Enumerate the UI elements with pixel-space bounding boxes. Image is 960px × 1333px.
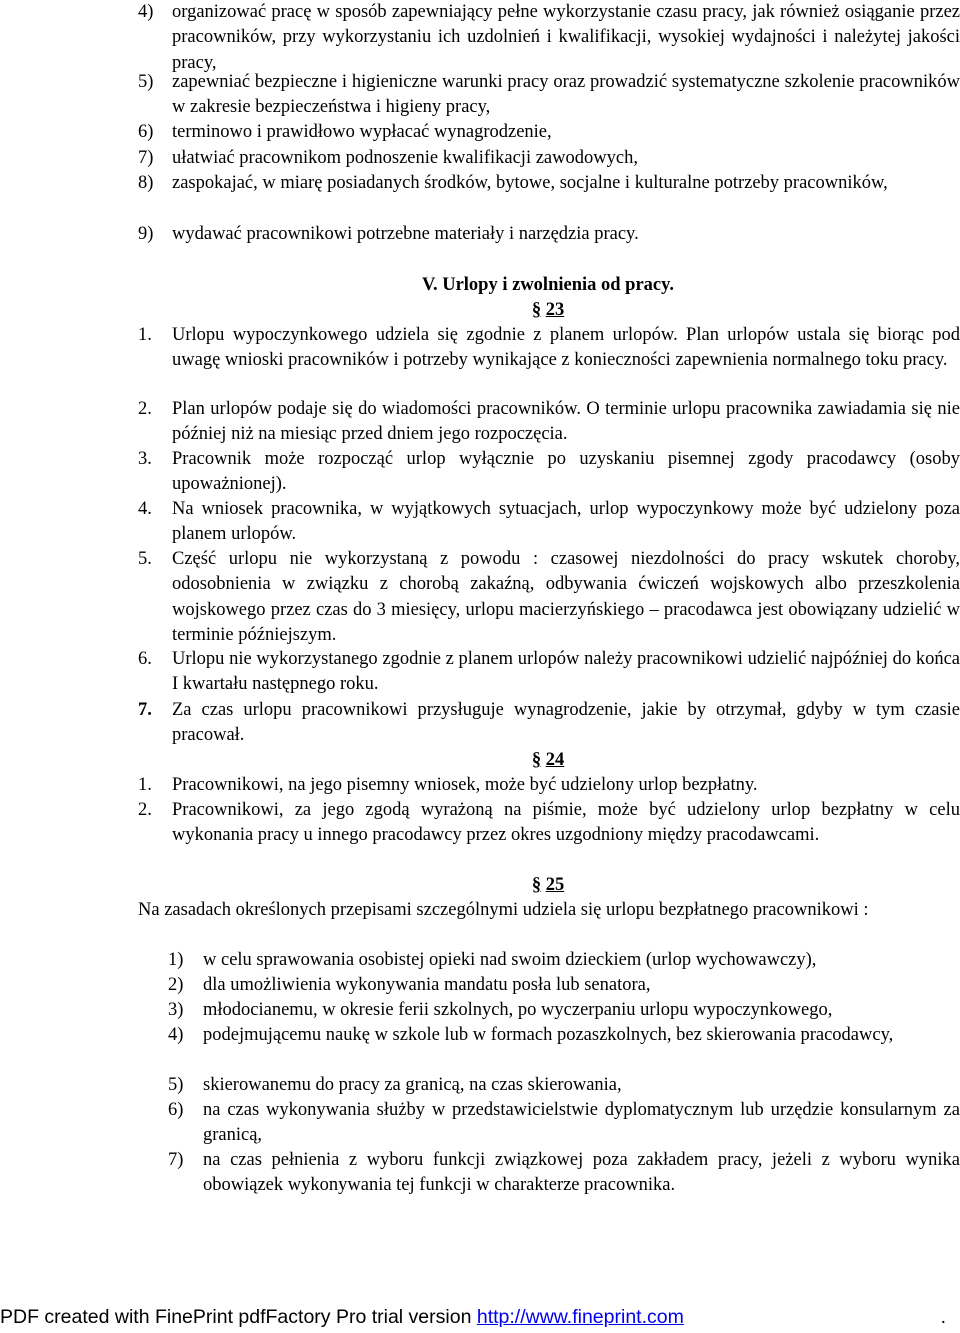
item-text: Na wniosek pracownika, w wyjątkowych sytuacjach, urlop wypoczynkowy może być udzielony poza planem urlopów. <box>172 499 960 545</box>
list-item <box>168 973 960 998</box>
item-text: podejmującemu naukę w szkole lub w formach pozaszkolnych, bez skierowania pracodawcy, <box>203 1025 894 1045</box>
section-24-heading <box>0 748 960 773</box>
section-symbol: § <box>531 300 542 320</box>
item-text: Pracownik może rozpocząć urlop wyłącznie po uzyskaniu pisemnej zgody pracodawcy (osoby upoważnionej). <box>172 449 960 495</box>
section-number: 24 <box>545 750 565 770</box>
item-text: Za czas urlopu pracownikowi przysługuje wynagrodzenie, jakie by otrzymał, gdyby w tym czasie pracował. <box>172 700 960 746</box>
list-item <box>138 0 960 76</box>
section-23-heading <box>0 298 960 323</box>
list-item <box>168 1023 960 1048</box>
item-text: na czas wykonywania służby w przedstawicielstwie dyplomatycznym lub urzędzie konsularnym za granicą, <box>203 1100 960 1146</box>
list-item <box>168 998 960 1023</box>
item-text: na czas pełnienia z wyboru funkcji związkowej poza zakładem pracy, jeżeli z wyboru wynika obowiązek wykonywania tej funkcji w charakterze pracownika. <box>203 1150 960 1196</box>
item-number: 8) <box>138 173 154 193</box>
section-symbol: § <box>531 750 542 770</box>
list-item <box>138 798 960 849</box>
item-number: 7) <box>168 1150 184 1170</box>
item-number: 2. <box>138 800 152 820</box>
list-item <box>138 698 960 749</box>
item-text: w celu sprawowania osobistej opieki nad swoim dzieckiem (urlop wychowawczy), <box>203 950 817 970</box>
list-item <box>138 70 960 121</box>
footer-link[interactable]: http://www.fineprint.com <box>476 1306 684 1328</box>
item-text: terminowo i prawidłowo wypłacać wynagrodzenie, <box>172 122 552 142</box>
list-item <box>138 222 960 247</box>
item-number: 4) <box>138 2 154 22</box>
pdf-footer <box>0 1306 960 1333</box>
item-number: 2. <box>138 399 152 419</box>
list-item <box>138 647 960 698</box>
item-text: ułatwiać pracownikom podnoszenie kwalifikacji zawodowych, <box>172 148 638 168</box>
list-item <box>138 171 960 196</box>
item-text: organizować pracę w sposób zapewniający pełne wykorzystanie czasu pracy, jak również osiąganie przez pracowników, przy wykorzystaniu ich uzdolnień i kwalifikacji, wysokiej wydajności i należytej jakości pracy, <box>172 2 960 73</box>
chapter-heading: V. Urlopy i zwolnienia od pracy. <box>422 275 674 295</box>
item-number: 9) <box>138 224 154 244</box>
item-text: Pracownikowi, za jego zgodą wyrażoną na piśmie, może być udzielony urlop bezpłatny w celu wykonania pracy u innego pracodawcy przez okres uzgodniony między pracodawcami. <box>172 800 960 846</box>
item-text: młodocianemu, w okresie ferii szkolnych, po wyczerpaniu urlopu wypoczynkowego, <box>203 1000 833 1020</box>
list-item <box>168 1148 960 1199</box>
list-item <box>138 120 960 145</box>
list-item <box>138 547 960 648</box>
item-text: Urlopu wypoczynkowego udziela się zgodnie z planem urlopów. Plan urlopów ustala się biorąc pod uwagę wnioski pracowników i potrzeby wynikające z konieczności zapewnienia normalnego toku pracy. <box>172 325 960 371</box>
item-number: 1. <box>138 325 152 345</box>
list-item <box>168 1098 960 1149</box>
list-item <box>168 1073 960 1098</box>
item-text: Pracownikowi, na jego pisemny wniosek, może być udzielony urlop bezpłatny. <box>172 775 758 795</box>
item-text: wydawać pracownikowi potrzebne materiały i narzędzia pracy. <box>172 224 639 244</box>
item-number: 4) <box>168 1025 184 1045</box>
section-symbol: § <box>531 875 542 895</box>
footer-trailing: . <box>940 1306 946 1328</box>
item-text: zaspokajać, w miarę posiadanych środków, bytowe, socjalne i kulturalne potrzeby pracowników, <box>172 173 888 193</box>
item-number: 7. <box>138 700 152 720</box>
item-number: 2) <box>168 975 184 995</box>
list-item <box>138 497 960 548</box>
item-number: 5) <box>138 72 154 92</box>
list-item <box>168 948 960 973</box>
list-item <box>138 146 960 171</box>
item-number: 7) <box>138 148 154 168</box>
section-25-intro: Na zasadach określonych przepisami szczególnymi udziela się urlopu bezpłatnego pracownikowi : <box>138 900 869 920</box>
item-number: 1. <box>138 775 152 795</box>
list-item <box>138 323 960 374</box>
item-text: skierowanemu do pracy za granicą, na czas skierowania, <box>203 1075 622 1095</box>
item-number: 5. <box>138 549 152 569</box>
item-text: zapewniać bezpieczne i higieniczne warunki pracy oraz prowadzić systematyczne szkolenie pracowników w zakresie bezpieczeństwa i higieny pracy, <box>172 72 960 118</box>
list-item <box>138 447 960 498</box>
list-item <box>138 397 960 448</box>
item-number: 6) <box>138 122 154 142</box>
item-number: 4. <box>138 499 152 519</box>
item-text: Plan urlopów podaje się do wiadomości pracowników. O terminie urlopu pracownika zawiadamia się nie później niż na miesiąc przed dniem jego rozpoczęcia. <box>172 399 960 445</box>
item-number: 6) <box>168 1100 184 1120</box>
item-text: dla umożliwienia wykonywania mandatu posła lub senatora, <box>203 975 651 995</box>
section-25-heading <box>0 873 960 898</box>
list-item <box>138 773 960 798</box>
item-text: Część urlopu nie wykorzystaną z powodu : czasowej niezdolności do pracy wskutek choroby, odosobnienia w związku z chorobą zakaźną, odbywania ćwiczeń wojskowych albo przeszkolenia wojskowego przez czas do 3 miesięcy, urlopu macierzyńskiego – pracodawca jest obowiązany udzielić w terminie późniejszym. <box>172 549 960 645</box>
section-number: 25 <box>545 875 565 895</box>
section-number: 23 <box>545 300 565 320</box>
item-text: Urlopu nie wykorzystanego zgodnie z planem urlopów należy pracownikowi udzielić najpóźniej do końca I kwartału następnego roku. <box>172 649 960 695</box>
item-number: 6. <box>138 649 152 669</box>
item-number: 5) <box>168 1075 184 1095</box>
item-number: 3. <box>138 449 152 469</box>
footer-text: PDF created with FinePrint pdfFactory Pro trial version <box>0 1306 477 1328</box>
item-number: 1) <box>168 950 184 970</box>
item-number: 3) <box>168 1000 184 1020</box>
